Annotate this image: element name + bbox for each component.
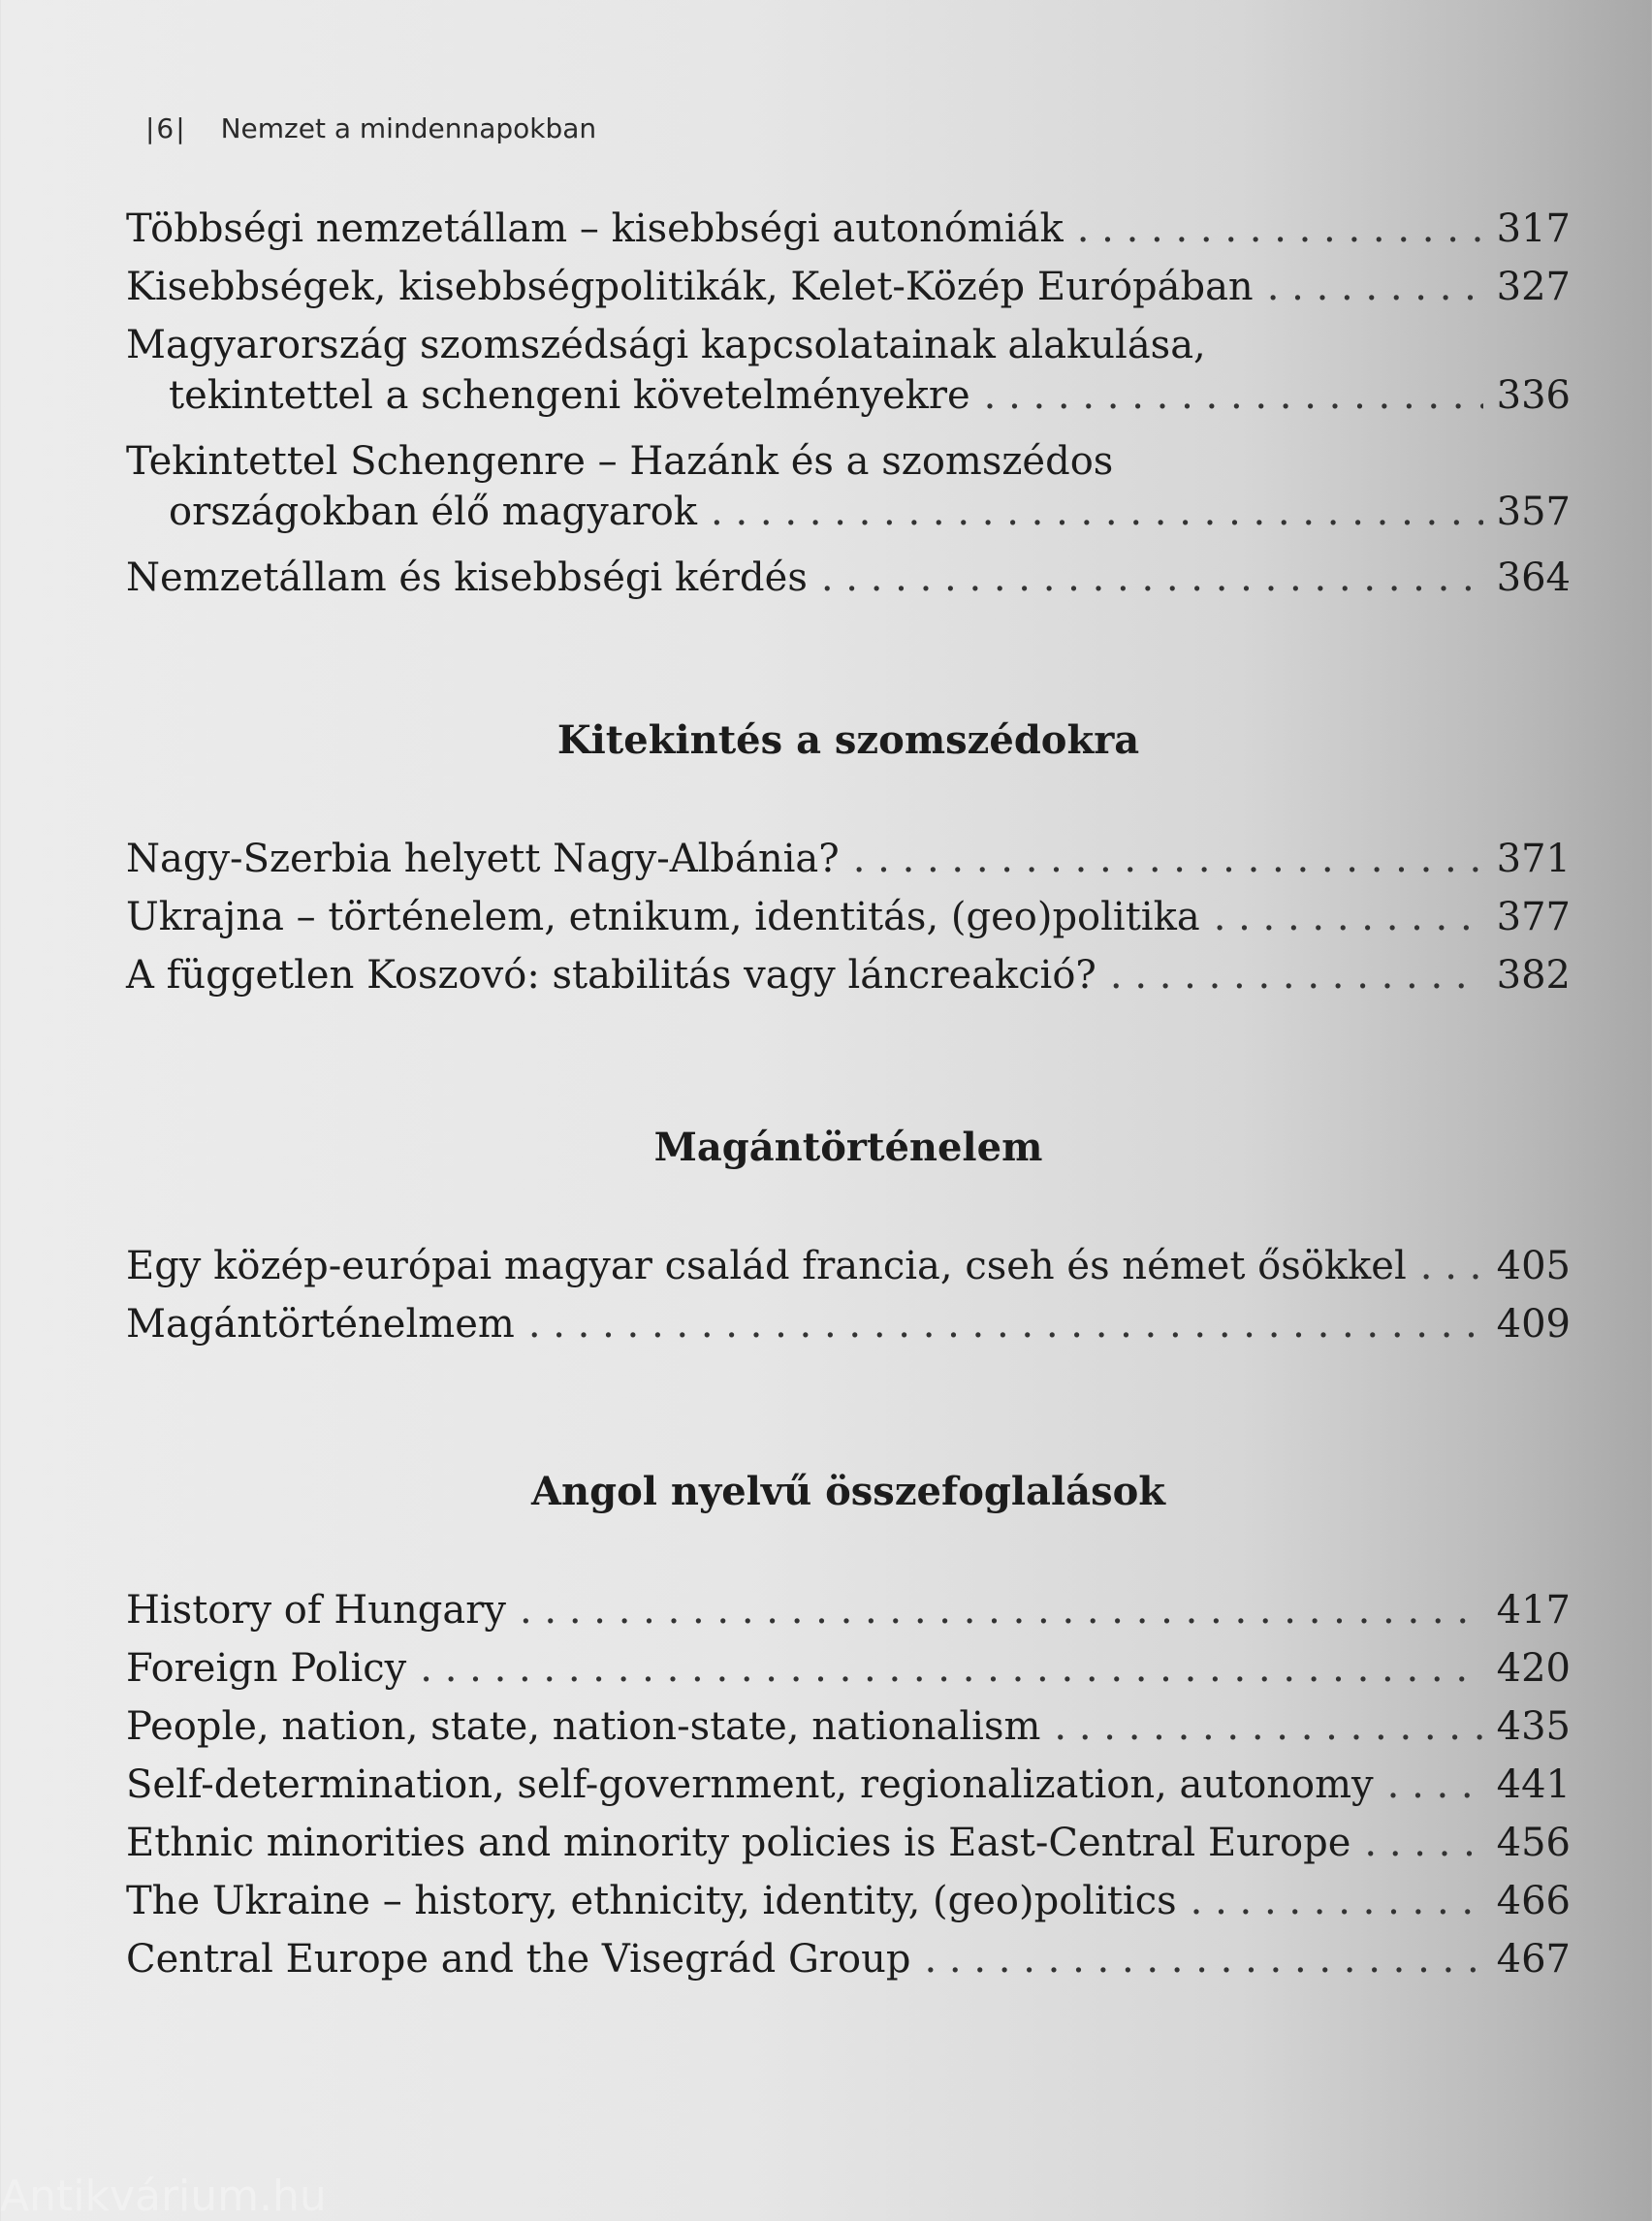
leader-dots bbox=[420, 1643, 1482, 1694]
entry-page: 441 bbox=[1496, 1762, 1571, 1807]
entry-title: Ethnic minorities and minority policies is East-Central Europe bbox=[126, 1821, 1351, 1865]
toc-entry[interactable] bbox=[126, 1934, 1571, 1984]
entry-title: országokban élő magyarok bbox=[169, 490, 698, 534]
leader-dots bbox=[1420, 1241, 1483, 1291]
toc-entry[interactable] bbox=[126, 1643, 1571, 1694]
leader-dots bbox=[528, 1299, 1483, 1349]
toc-entry[interactable] bbox=[126, 1585, 1571, 1635]
leader-dots bbox=[821, 553, 1483, 603]
entry-page: 466 bbox=[1496, 1879, 1571, 1923]
entry-title: Többségi nemzetállam – kisebbségi autonómiák bbox=[126, 206, 1064, 251]
entry-page: 382 bbox=[1496, 953, 1571, 998]
toc-entry[interactable] bbox=[126, 1299, 1571, 1349]
section-heading: Angol nyelvű összefoglalások bbox=[531, 1469, 1165, 1514]
toc-entry[interactable] bbox=[126, 1818, 1571, 1868]
entry-page: 327 bbox=[1496, 265, 1571, 309]
entry-page: 417 bbox=[1496, 1588, 1571, 1633]
entry-page: 467 bbox=[1496, 1937, 1571, 1982]
toc-entry[interactable] bbox=[126, 1241, 1571, 1291]
page-number: |6| bbox=[145, 112, 187, 144]
leader-dots bbox=[1191, 1876, 1483, 1926]
entry-title-line1: Tekintettel Schengenre – Hazánk és a szomszédos bbox=[126, 439, 1114, 484]
toc-entry[interactable] bbox=[126, 1701, 1571, 1752]
leader-dots bbox=[1364, 1818, 1482, 1868]
entry-page: 357 bbox=[1496, 490, 1571, 534]
entry-page: 336 bbox=[1496, 373, 1571, 418]
toc-entry[interactable] bbox=[126, 1760, 1571, 1810]
entry-title: History of Hungary bbox=[126, 1588, 506, 1633]
toc-entry[interactable] bbox=[126, 834, 1571, 884]
watermark: Antikvárium.hu bbox=[0, 2172, 327, 2221]
toc-entry[interactable] bbox=[126, 1876, 1571, 1926]
toc-entry[interactable] bbox=[126, 262, 1571, 312]
entry-page: 364 bbox=[1496, 555, 1571, 600]
leader-dots bbox=[1054, 1701, 1482, 1752]
toc-entry[interactable] bbox=[126, 436, 1571, 545]
entry-page: 317 bbox=[1496, 206, 1571, 251]
leader-dots bbox=[711, 487, 1483, 537]
entry-title: Ukrajna – történelem, etnikum, identitás, (geo)politika bbox=[126, 895, 1200, 939]
entry-title: Kisebbségek, kisebbségpolitikák, Kelet-Közép Európában bbox=[126, 265, 1254, 309]
entry-page: 405 bbox=[1496, 1244, 1571, 1288]
toc-entry[interactable] bbox=[126, 553, 1571, 603]
entry-title: People, nation, state, nation-state, nationalism bbox=[126, 1704, 1041, 1749]
leader-dots bbox=[1110, 950, 1483, 1000]
leader-dots bbox=[1214, 892, 1483, 942]
entry-title: Nagy-Szerbia helyett Nagy-Albánia? bbox=[126, 837, 840, 881]
running-head bbox=[145, 112, 596, 144]
entry-title: Nemzetállam és kisebbségi kérdés bbox=[126, 555, 808, 600]
entry-title: Magántörténelmem bbox=[126, 1302, 515, 1347]
entry-title: tekintettel a schengeni követelményekre bbox=[169, 373, 970, 418]
leader-dots bbox=[1387, 1760, 1483, 1810]
entry-title-line1: Magyarország szomszédsági kapcsolatainak alakulása, bbox=[126, 323, 1206, 367]
entry-page: 371 bbox=[1496, 837, 1571, 881]
section-heading: Kitekintés a szomszédokra bbox=[556, 717, 1140, 763]
entry-title: The Ukraine – history, ethnicity, identity, (geo)politics bbox=[126, 1879, 1177, 1923]
entry-title: Self-determination, self-government, regionalization, autonomy bbox=[126, 1762, 1374, 1807]
leader-dots bbox=[853, 834, 1483, 884]
toc-entry[interactable] bbox=[126, 320, 1571, 428]
toc-entry[interactable] bbox=[126, 892, 1571, 942]
entry-page: 420 bbox=[1496, 1646, 1571, 1691]
leader-dots bbox=[925, 1934, 1483, 1984]
entry-page: 409 bbox=[1496, 1302, 1571, 1347]
leader-dots bbox=[520, 1585, 1483, 1635]
entry-title: A független Koszovó: stabilitás vagy láncreakció? bbox=[126, 953, 1096, 998]
leader-dots bbox=[984, 370, 1483, 421]
entry-page: 377 bbox=[1496, 895, 1571, 939]
entry-title: Foreign Policy bbox=[126, 1646, 407, 1691]
entry-page: 456 bbox=[1496, 1821, 1571, 1865]
toc-entry[interactable] bbox=[126, 950, 1571, 1000]
toc-entry[interactable] bbox=[126, 204, 1571, 254]
leader-dots bbox=[1077, 204, 1483, 254]
entry-title: Egy közép-európai magyar család francia, cseh és német ősökkel bbox=[126, 1244, 1407, 1288]
entry-page: 435 bbox=[1496, 1704, 1571, 1749]
section-heading: Magántörténelem bbox=[653, 1125, 1043, 1170]
entry-title: Central Europe and the Visegrád Group bbox=[126, 1937, 911, 1982]
leader-dots bbox=[1267, 262, 1483, 312]
book-title: Nemzet a mindennapokban bbox=[220, 112, 597, 144]
